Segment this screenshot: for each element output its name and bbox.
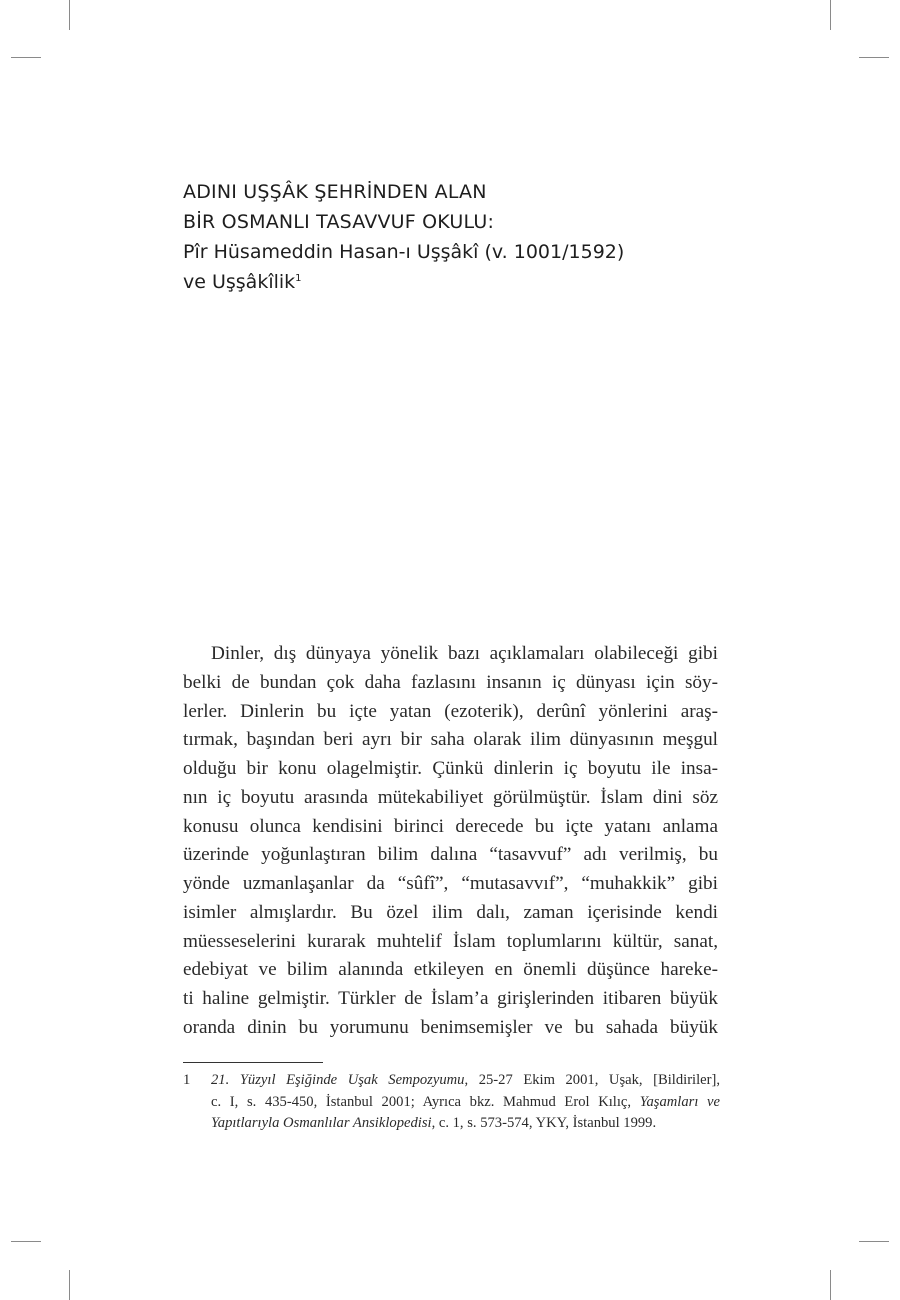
body-line: lerler. Dinlerin bu içte yatan (ezoterik), derûnî yönlerini araş-: [183, 700, 718, 722]
body-line: üzerinde yoğunlaştıran bilim dalına “tasavvuf” adı verilmiş, bu: [183, 844, 718, 866]
body-line: müesseselerini kurarak muhtelif İslam toplumlarını kültür, sanat,: [183, 930, 718, 952]
body-line: nın iç boyutu arasında mütekabiliyet görülmüştür. İslam dini söz: [183, 786, 718, 808]
crop-mark-left-top: [11, 57, 41, 58]
footnote-text-segment: c. I, s. 435-450, İstanbul 2001; Ayrıca bkz. Mahmud Erol Kılıç,: [211, 1093, 632, 1110]
footnote: [183, 1070, 720, 1135]
footnote-text-segment: , c. 1, s. 573-574, YKY, İstanbul 1999.: [431, 1115, 657, 1131]
body-line: konusu olunca kendisini birinci derecede bu içte yatanı anlama: [183, 815, 718, 837]
footnote-reference[interactable]: 1: [295, 273, 302, 284]
body-line: belki de bundan çok daha fazlasını insanın iç dünyası için söy-: [183, 671, 718, 693]
footnote-line-2: [211, 1092, 720, 1114]
body-line: isimler almışlardır. Bu özel ilim dalı, zaman içerisinde kendi: [183, 901, 718, 923]
footnote-italic-title: 21. Yüzyıl Eşiğinde Uşak Sempozyumu: [211, 1072, 465, 1088]
subtitle-line-1: Pîr Hüsameddin Hasan-ı Uşşâkî (v. 1001/1592): [183, 241, 625, 263]
body-line: tırmak, başından beri ayrı bir saha olarak ilim dünyasının meşgul: [183, 729, 718, 751]
body-line: olduğu bir konu olagelmiştir. Çünkü dinlerin iç boyutu ile insa-: [183, 758, 718, 779]
title-line-2: BİR OSMANLI TASAVVUF OKULU:: [183, 211, 495, 233]
body-line: oranda dinin bu yorumunu benimsemişler ve bu sahada büyük: [183, 1016, 718, 1038]
subtitle-text: ve Uşşâkîlik: [183, 271, 296, 293]
footnote-italic-title: Yapıtlarıyla Osmanlılar Ansiklopedisi: [211, 1115, 432, 1131]
crop-mark-right-bottom: [859, 1241, 889, 1242]
chapter-title: [183, 177, 743, 297]
footnote-italic-title: Yaşamları ve: [639, 1093, 720, 1110]
body-paragraph: [183, 640, 718, 1043]
body-line: edebiyat ve bilim alanında etkileyen en önemli düşünce hareke-: [183, 959, 718, 981]
footnote-divider: [183, 1062, 323, 1063]
body-line: yönde uzmanlaşanlar da “sûfî”, “mutasavvıf”, “muhakkik” gibi: [183, 873, 718, 894]
subtitle-line-2: [183, 267, 743, 297]
body-line: Dinler, dış dünyaya yönelik bazı açıklamaları olabileceği gibi: [211, 643, 718, 664]
footnote-number: 1: [183, 1072, 191, 1088]
footnote-text-segment: , 25-27 Ekim 2001, Uşak, [Bildiriler],: [464, 1072, 721, 1088]
crop-mark-right-top: [859, 57, 889, 58]
crop-mark-top-right: [830, 0, 831, 30]
crop-mark-bottom-left: [69, 1270, 70, 1300]
crop-mark-left-bottom: [11, 1241, 41, 1242]
title-line-1: ADINI UŞŞÂK ŞEHRİNDEN ALAN: [183, 181, 487, 203]
crop-mark-bottom-right: [830, 1270, 831, 1300]
footnote-line-1: [211, 1070, 720, 1092]
crop-mark-top-left: [69, 0, 70, 30]
footnote-line-3: [211, 1113, 720, 1135]
body-line: ti haline gelmiştir. Türkler de İslam’a girişlerinden itibaren büyük: [183, 988, 718, 1009]
footnote-text: [211, 1070, 720, 1135]
